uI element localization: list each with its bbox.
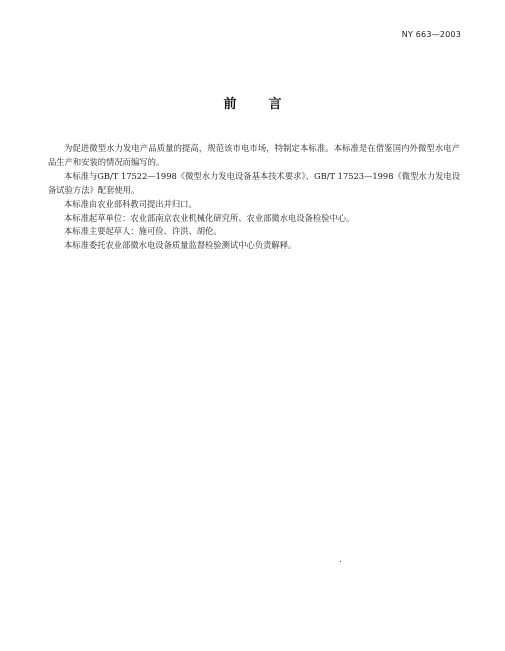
scan-speck: [340, 561, 341, 562]
preface-paragraph-drafting-units: 本标准起草单位：农业部南京农业机械化研究所、农业部微水电设备检验中心。: [64, 212, 355, 223]
preface-paragraph-interpretation: 本标准委托农业部微水电设备质量监督检验测试中心负责解释。: [64, 240, 297, 251]
preface-paragraph-proposer: 本标准由农业部科教司提出并归口。: [64, 198, 197, 209]
preface-paragraph-related-standards: 本标准与GB/T 17522—1998《微型水力发电设备基本技术要求》、GB/T 17523—1998《微型水力发电设备试验方法》配套使用。: [48, 170, 460, 195]
preface-paragraph-drafters: 本标准主要起草人：施可俭、许洪、胡伦。: [64, 226, 222, 237]
page-title: 前言: [223, 97, 314, 112]
preface-paragraph-purpose: 为促进微型水力发电产品质量的提高，规范该市电市场，特制定本标准。本标准是在借鉴国内外微型水电产品生产和安装的情况而编写的。: [48, 143, 460, 167]
standard-code: NY 663—2003: [401, 30, 461, 39]
preface-body: [48, 142, 460, 253]
